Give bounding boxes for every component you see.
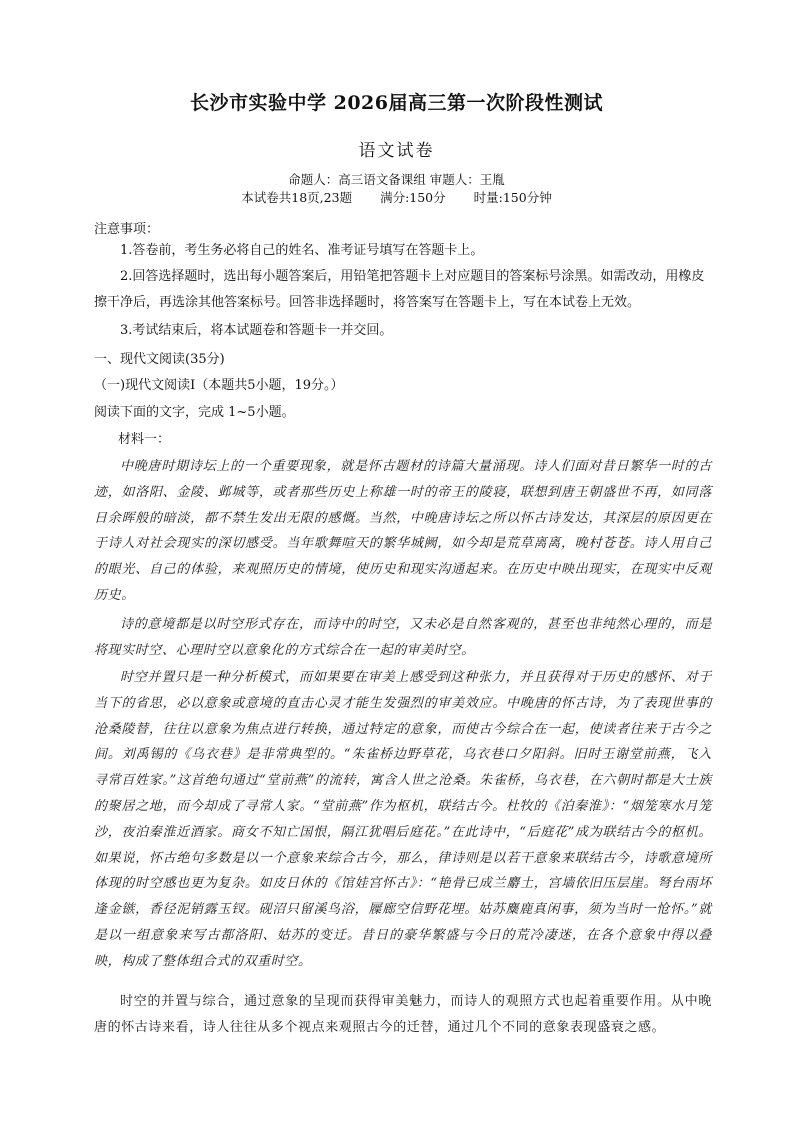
exam-subtitle: 语文试卷 <box>358 141 435 161</box>
subsection-heading: （一)现代文阅读Ⅰ（本题共5小题，19分。） <box>94 378 344 393</box>
exam-score: 满分:150分 <box>380 190 446 205</box>
material-label: 材料一： <box>118 432 171 447</box>
paragraph-text: 诗的意境都是以时空形式存在，而诗中的时空，又未必是自然客观的，甚至也非纯然心理的，而是将现实时空、心理时空以意象化的方式综合在一起的审美时空。 <box>94 617 712 658</box>
notice-heading: 注意事项： <box>94 222 160 237</box>
exam-time: 时量:150分钟 <box>473 190 552 205</box>
section-heading: 一、现代文阅读(35分) <box>94 352 225 367</box>
exam-title: 长沙市实验中学 2026届高三第一次阶段性测试 <box>190 92 603 114</box>
paragraph-text: 时空的并置与综合，通过意象的呈现而获得审美魅力，而诗人的观照方式也起着重要作用。从中晚唐的怀古诗来看，诗人往往从多个视点来观照古今的迁替，通过几个不同的意象表现盛衰之感。 <box>94 994 712 1035</box>
reading-instruction: 阅读下面的文字，完成 1~5小题。 <box>94 405 295 420</box>
material-paragraph-2 <box>94 612 712 664</box>
material-paragraph-4 <box>94 989 712 1041</box>
material-paragraph-1 <box>94 454 712 609</box>
exam-pages: 本试卷共18页,23题 <box>241 190 353 205</box>
paragraph-text: 时空并置只是一种分析模式，而如果要在审美上感受到这种张力，并且获得对于历史的感怀、对于当下的省思，必以意象或意境的直击心灵才能生发强烈的审美效应。中晚唐的怀古诗，为了表现世事的沧桑陵替，往往以意象为焦点进行转换，通过特定的意象，而使古今综合在一起，使读者往来于古今之间。刘禹锡的《乌衣巷》是非常典型的。“朱雀桥边野草花，乌衣巷口夕阳斜。旧时王谢堂前燕，飞入寻常百姓家。”这首绝句通过“堂前燕”的流转，寓含人世之沧桑。朱雀桥，乌衣巷，在六朝时都是大士族的聚居之地，而今却成了寻常人家。“堂前燕”作为枢机，联结古今。杜牧的《泊秦淮》：“烟笼寒水月笼沙，夜泊秦淮近酒家。商女不知亡国恨，隔江犹唱后庭花。”在此诗中，“后庭花”成为联结古今的枢机。如果说，怀古绝句多数是以一个意象来综合古今，那么，律诗则是以若干意象来联结古今，诗歌意境所体现的时空感也更为复杂。如皮日休的《馆娃宫怀古》：“艳骨已成兰麝土，宫墙依旧压层崖。弩台雨坏逢金镞，香径泥销露玉钗。砚沼只留溪鸟浴，屧廊空信野花埋。姑苏麋鹿真闲事，须为当时一怆怀。”就是以一组意象来写古都洛阳、姑苏的变迁。昔日的豪华繁盛与今日的荒冷凄迷，在各个意象中得以叠映，构成了整体组合式的双重时空。 <box>94 670 712 969</box>
exam-authors: 命题人：高三语文备课组 审题人：王胤 <box>288 172 505 187</box>
material-paragraph-3 <box>94 665 712 975</box>
notice-item-2: 2.回答选择题时，选出每小题答案后，用铅笔把答题卡上对应题目的答案标号涂黑。如需改动，用橡皮擦干净后，再选涂其他答案标号。回答非选择题时，将答案写在答题卡上，写在本试卷上无效。 <box>94 269 705 310</box>
notice-item-3: 3.考试结束后，将本试题卷和答题卡一并交回。 <box>120 323 393 338</box>
paragraph-text: 中晚唐时期诗坛上的一个重要现象，就是怀古题材的诗篇大量涌现。诗人们面对昔日繁华一时的古迹，如洛阳、金陵、邺城等，或者那些历史上称雄一时的帝王的陵寝，联想到唐王朝盛世不再，如同落日余晖般的暗淡，都不禁生发出无限的感慨。当然，中晚唐诗坛之所以怀古诗发达，其深层的原因更在于诗人对社会现实的深切感受。当年歌舞喧天的繁华城阙，如今却是荒草离离，晚村苍苍。诗人用自己的眼光、自己的体验，来观照历史的情境，使历史和现实沟通起来。在历史中映出现实，在现实中反观历史。 <box>94 459 712 603</box>
exam-info <box>0 188 793 206</box>
notice-item-1: 1.答卷前，考生务必将自己的姓名、准考证号填写在答题卡上。 <box>120 243 484 258</box>
